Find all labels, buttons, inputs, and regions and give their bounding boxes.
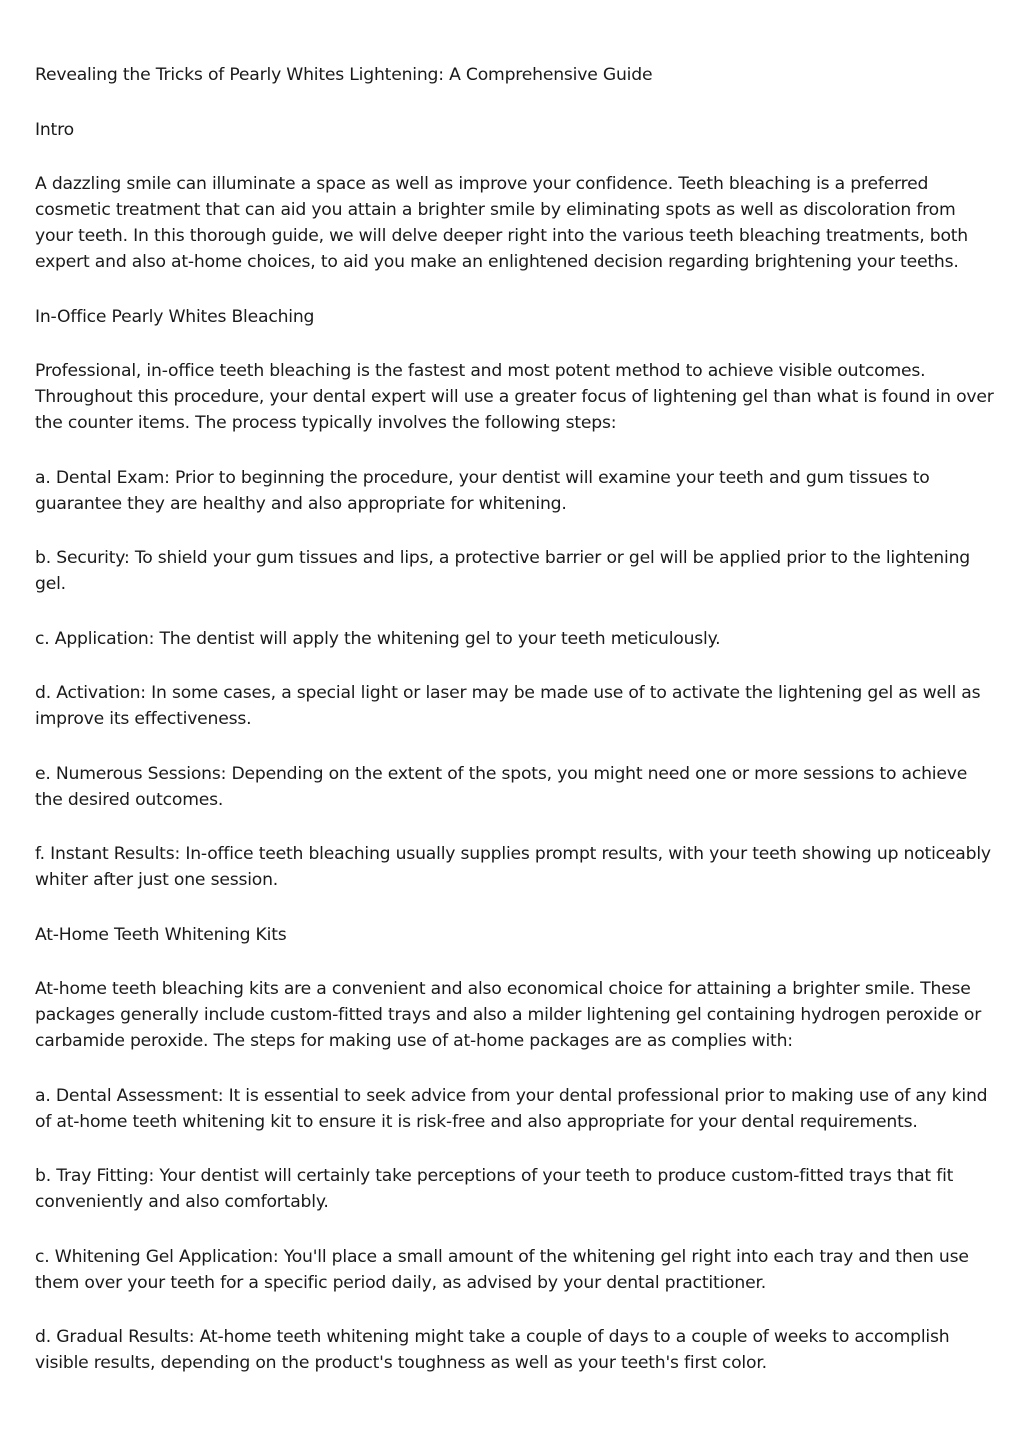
step-activation: d. Activation: In some cases, a special light or laser may be made use of to activate the lightening gel as well as improve its effectiveness.: [35, 683, 981, 729]
paragraph-intro: A dazzling smile can illuminate a space as well as improve your confidence. Teeth bleaching is a preferred cosmetic treatment that can aid you attain a brighter smile by eliminating spots as well as discoloration from your teeth. In this thorough guide, we will delve deeper right into the various teeth bleaching treatments, both expert and also at-home choices, to aid you make an enlightened decision regarding brightening your teeths.: [35, 174, 968, 272]
section-heading-at-home: At-Home Teeth Whitening Kits: [35, 924, 287, 945]
section-heading-intro: Intro: [35, 119, 74, 140]
step-numerous-sessions: e. Numerous Sessions: Depending on the extent of the spots, you might need one or more sessions to achieve the desired outcomes.: [35, 763, 968, 810]
step-application: c. Application: The dentist will apply the whitening gel to your teeth meticulously.: [35, 628, 721, 649]
paragraph-at-home: At-home teeth bleaching kits are a convenient and also economical choice for attaining a brighter smile. These packages generally include custom-fitted trays and also a milder lightening gel containing hydrogen peroxide or carbamide peroxide. The steps for making use of at-home packages are as complies with:: [35, 979, 982, 1051]
step-tray-fitting: b. Tray Fitting: Your dentist will certainly take perceptions of your teeth to produce custom-fitted trays that fit conveniently and also comfortably.: [35, 1166, 954, 1212]
step-dental-exam: a. Dental Exam: Prior to beginning the procedure, your dentist will examine your teeth and gum tissues to guarantee they are healthy and also appropriate for whitening.: [35, 467, 930, 514]
step-gradual-results: d. Gradual Results: At-home teeth whitening might take a couple of days to a couple of weeks to accomplish visible results, depending on the product's toughness as well as your teeth's first color.: [35, 1327, 950, 1373]
document-body: [35, 62, 995, 1405]
document-title: Revealing the Tricks of Pearly Whites Lightening: A Comprehensive Guide: [35, 65, 653, 85]
step-security: b. Security: To shield your gum tissues and lips, a protective barrier or gel will be applied prior to the lightening gel.: [35, 548, 970, 594]
step-gel-application: c. Whitening Gel Application: You'll place a small amount of the whitening gel right into each tray and then use them over your teeth for a specific period daily, as advised by your dental practitioner.: [35, 1246, 969, 1293]
step-instant-results: f. Instant Results: In-office teeth bleaching usually supplies prompt results, with your teeth showing up noticeably whiter after just one session.: [35, 844, 991, 890]
paragraph-in-office: Professional, in-office teeth bleaching is the fastest and most potent method to achieve visible outcomes. Throughout this procedure, your dental expert will use a greater focus of lightening gel than what is found in over the counter items. The process typically involves the following steps:: [35, 361, 994, 433]
step-dental-assessment: a. Dental Assessment: It is essential to seek advice from your dental professional prior to making use of any kind of at-home teeth whitening kit to ensure it is risk-free and also appropriate for your dental requirements.: [35, 1085, 988, 1132]
section-heading-in-office: In-Office Pearly Whites Bleaching: [35, 306, 315, 327]
